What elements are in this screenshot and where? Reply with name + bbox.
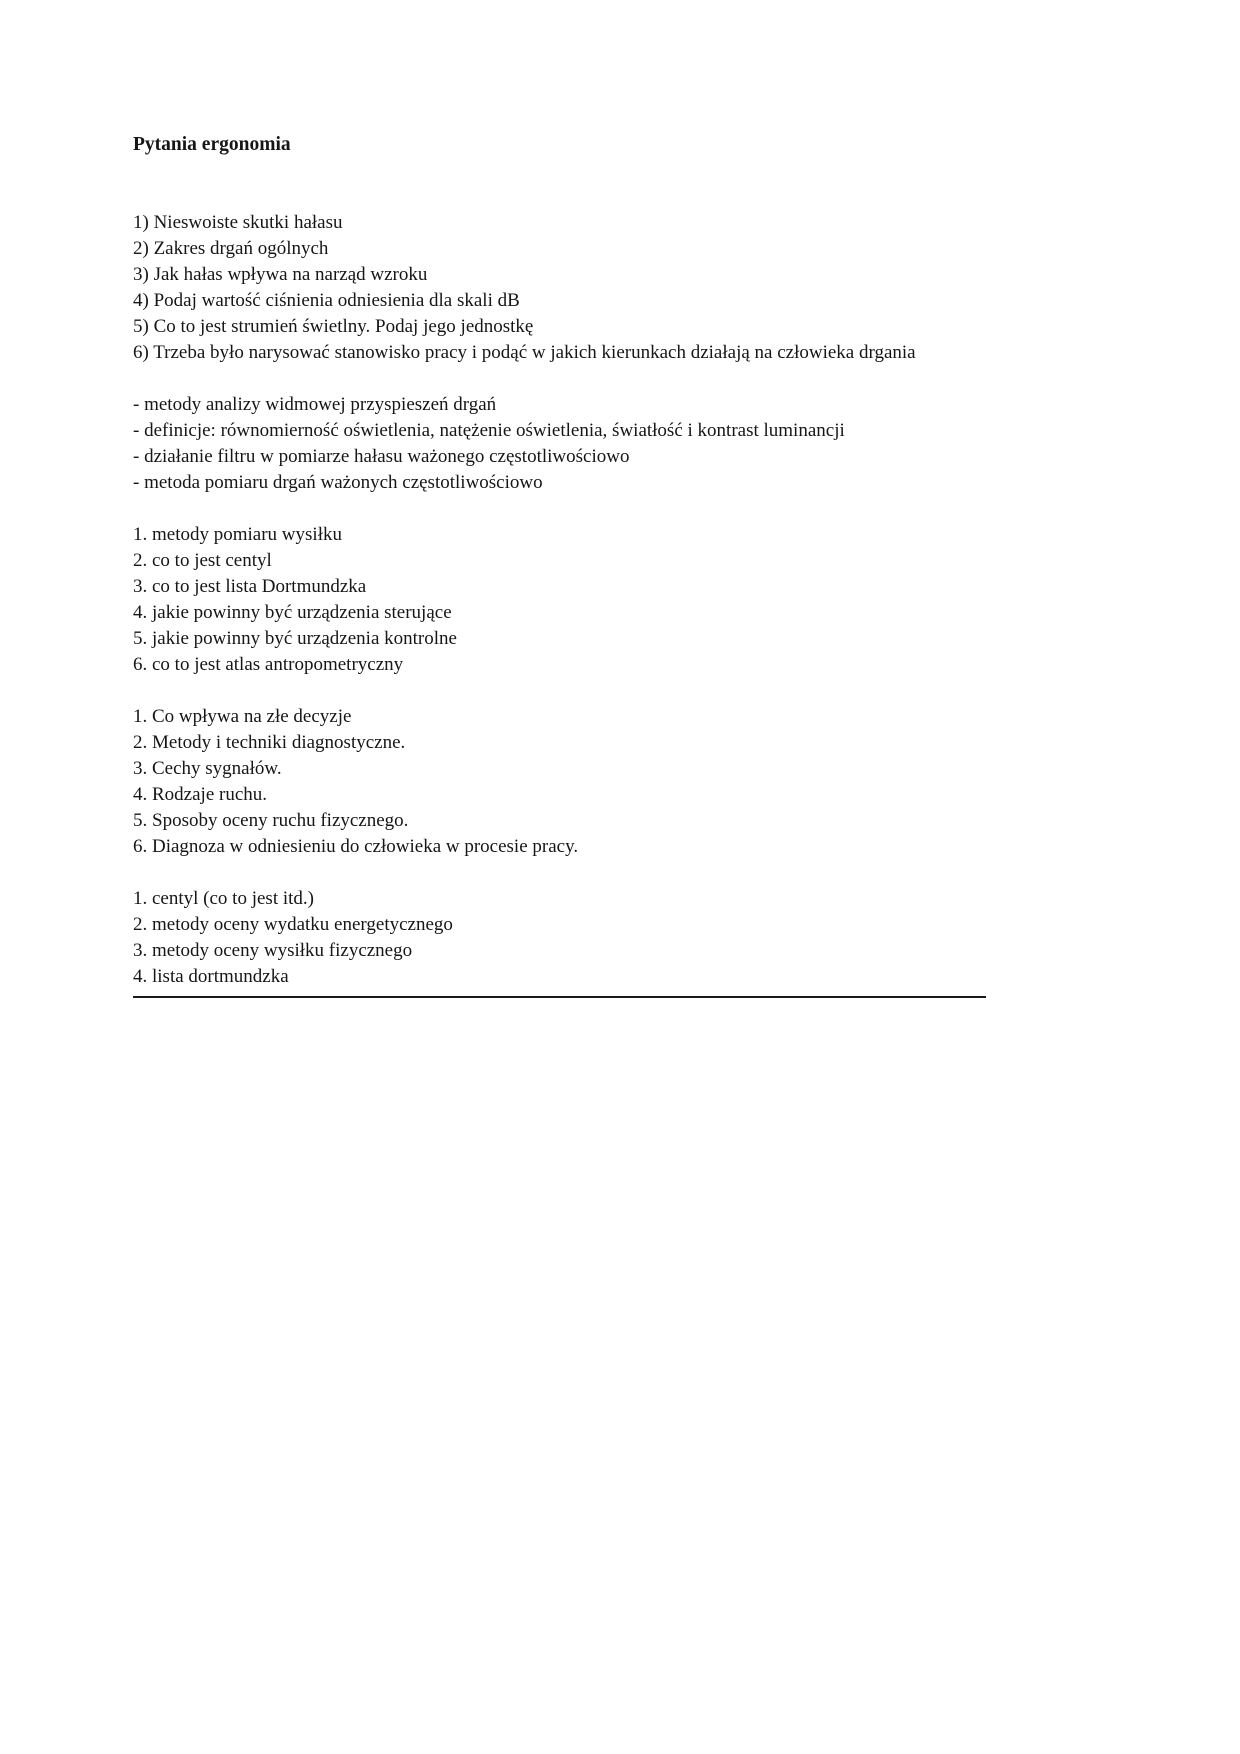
question-line: 3. Cechy sygnałów. [133, 758, 282, 779]
question-line: 2. co to jest centyl [133, 550, 272, 571]
question-line: 1. metody pomiaru wysiłku [133, 524, 342, 545]
question-line: 2) Zakres drgań ogólnych [133, 238, 329, 259]
divider [133, 996, 986, 998]
question-line: 4. jakie powinny być urządzenia sterujące [133, 602, 452, 623]
question-line: - definicje: równomierność oświetlenia, natężenie oświetlenia, światłość i kontrast luminancji [133, 420, 845, 441]
question-line: 1. Co wpływa na złe decyzje [133, 706, 352, 727]
question-line: 6) Trzeba było narysować stanowisko pracy i podąć w jakich kierunkach działają na człowieka drgania [133, 342, 916, 363]
question-section-2 [133, 392, 989, 496]
question-line: 3. metody oceny wysiłku fizycznego [133, 940, 413, 961]
page-title: Pytania ergonomia [133, 134, 291, 155]
question-line: 4) Podaj wartość ciśnienia odniesienia dla skali dB [133, 290, 520, 311]
question-line: 5) Co to jest strumień świetlny. Podaj jego jednostkę [133, 316, 534, 337]
document-content [133, 132, 989, 998]
question-line: 1. centyl (co to jest itd.) [133, 888, 314, 909]
question-section-4 [133, 704, 989, 860]
question-line: 4. lista dortmundzka [133, 966, 289, 987]
question-line: 6. co to jest atlas antropometryczny [133, 654, 404, 675]
question-line: 6. Diagnoza w odniesieniu do człowieka w procesie pracy. [133, 836, 579, 857]
question-line: - metoda pomiaru drgań ważonych częstotliwościowo [133, 472, 543, 493]
question-line: 3) Jak hałas wpływa na narząd wzroku [133, 264, 428, 285]
question-line: - działanie filtru w pomiarze hałasu ważonego częstotliwościowo [133, 446, 630, 467]
question-line: 3. co to jest lista Dortmundzka [133, 576, 367, 597]
question-section-3 [133, 522, 989, 678]
question-line: 1) Nieswoiste skutki hałasu [133, 212, 343, 233]
question-line: 4. Rodzaje ruchu. [133, 784, 268, 805]
question-line: - metody analizy widmowej przyspieszeń drgań [133, 394, 497, 415]
question-line: 2. Metody i techniki diagnostyczne. [133, 732, 406, 753]
question-section-5 [133, 886, 989, 990]
question-line: 5. jakie powinny być urządzenia kontrolne [133, 628, 457, 649]
question-line: 2. metody oceny wydatku energetycznego [133, 914, 453, 935]
question-section-1 [133, 210, 989, 366]
question-line: 5. Sposoby oceny ruchu fizycznego. [133, 810, 409, 831]
